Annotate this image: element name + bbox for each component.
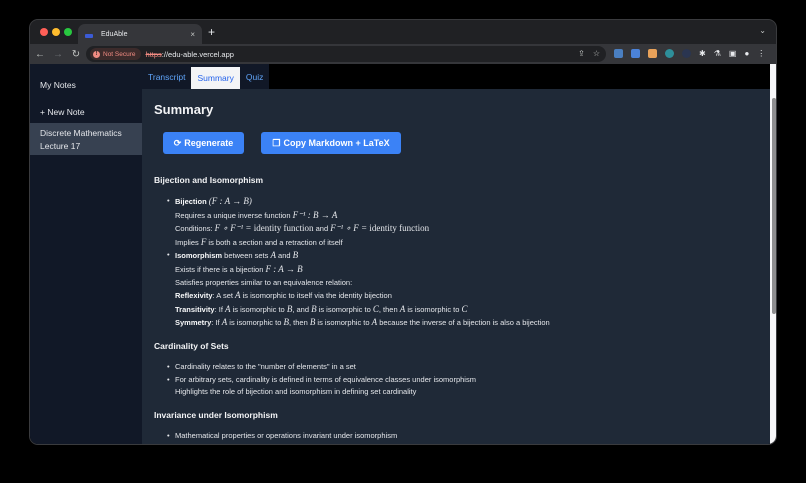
tab-title: EduAble [101,30,128,38]
browser-window [29,19,777,445]
tab-strip [30,20,776,44]
bookmark-star-icon[interactable]: ☆ [592,49,600,58]
tab-quiz[interactable]: Quiz [245,72,264,82]
forward-icon[interactable]: → [53,48,63,60]
warning-icon: ! [93,51,100,58]
page-scrollbar[interactable] [770,64,777,445]
security-chip[interactable] [90,48,141,60]
translate-extension-icon[interactable] [631,49,640,58]
extension-5-icon[interactable] [682,49,691,58]
url-text[interactable]: https://edu-able.vercel.app [145,49,234,59]
reload-icon[interactable]: ↻ [71,48,81,60]
view-tabs [142,64,269,89]
sidebar-note-item[interactable] [30,123,142,155]
list-item: • For arbitrary sets, cardinality is defined in terms of equivalence classes under isomorphism Highlights the role of bijection and isomorphism in defining set cardinality [167,374,476,397]
scrollbar-thumb[interactable] [772,98,776,314]
section-heading: Bijection and Isomorphism [154,175,264,185]
extensions-puzzle-icon[interactable]: ✱ [699,49,706,58]
cardinality-list [154,361,758,399]
share-icon[interactable]: ⇪ [578,49,585,58]
back-icon[interactable]: ← [35,48,45,60]
new-tab-button[interactable]: + [208,25,216,39]
address-bar[interactable] [86,46,606,62]
list-item: • Cardinality relates to the "number of elements" in a set [167,361,356,371]
note-title-line2: Lecture 17 [40,140,81,151]
maximize-window-button[interactable] [64,28,72,36]
tab-transcript[interactable]: Transcript [148,72,186,82]
labs-flask-icon[interactable]: ⚗ [713,49,721,58]
invariance-list [154,430,758,443]
favicon-icon [85,30,93,38]
browser-toolbar [30,44,776,64]
browser-menu-icon[interactable]: ⋮ [757,49,766,58]
close-window-button[interactable] [40,28,48,36]
copy-markdown-latex-button[interactable]: ❐ Copy Markdown + LaTeX [261,132,401,154]
web-page [30,64,777,445]
extension-icons [614,49,765,58]
security-label: Not Secure [103,50,136,58]
page-title: Summary [154,102,214,117]
close-tab-icon[interactable]: × [190,29,195,39]
section-heading: Invariance under Isomorphism [154,409,278,420]
tab-search-chevron-icon[interactable]: ⌄ [759,26,766,35]
react-devtools-icon[interactable] [665,49,674,58]
refresh-icon: ⟳ [173,137,182,148]
note-title-line1: Discrete Mathematics [40,128,122,138]
side-panel-icon[interactable]: ▣ [728,49,737,58]
bijection-list [154,195,758,330]
main-panel [142,64,770,445]
extension-1-icon[interactable] [614,49,623,58]
sidebar-title: My Notes [40,80,76,90]
list-item: • Isomorphism between sets A and B Exists if there is a bijection F : A → B Satisfies properties similar to an equivalence relation: Reflexivity: A set A is isomorphic to itself via the identity bijection Transitivity: If A is isomorphic to B, and B is isomorphic to C, then A is isomorphic to C Symmetry: If A is isomorphic to B, then B is isomorphic to A because the inverse of a bijection is also a bijection [167,250,550,328]
extension-3-icon[interactable] [648,49,657,58]
browser-tab[interactable] [78,24,202,44]
section-heading: Cardinality of Sets [154,340,229,351]
minimize-window-button[interactable] [52,28,60,36]
notes-sidebar [30,64,142,445]
new-note-button[interactable]: + New Note [40,107,85,117]
copy-icon: ❐ [272,137,281,148]
regenerate-button[interactable]: ⟳ Regenerate [163,132,244,154]
tab-summary[interactable]: Summary [191,67,239,89]
summary-content [142,89,770,445]
profile-avatar-icon[interactable]: ● [744,49,750,58]
list-item: • Bijection (F : A → B) Requires a unique inverse function F⁻¹ : B → A Conditions: F ∘ F⁻¹ = identity function and F⁻¹ ∘ F = identity function Implies F is both a section and a retraction of itself [167,196,430,247]
list-item: • Mathematical properties or operations invariant under isomorphism [167,430,398,440]
